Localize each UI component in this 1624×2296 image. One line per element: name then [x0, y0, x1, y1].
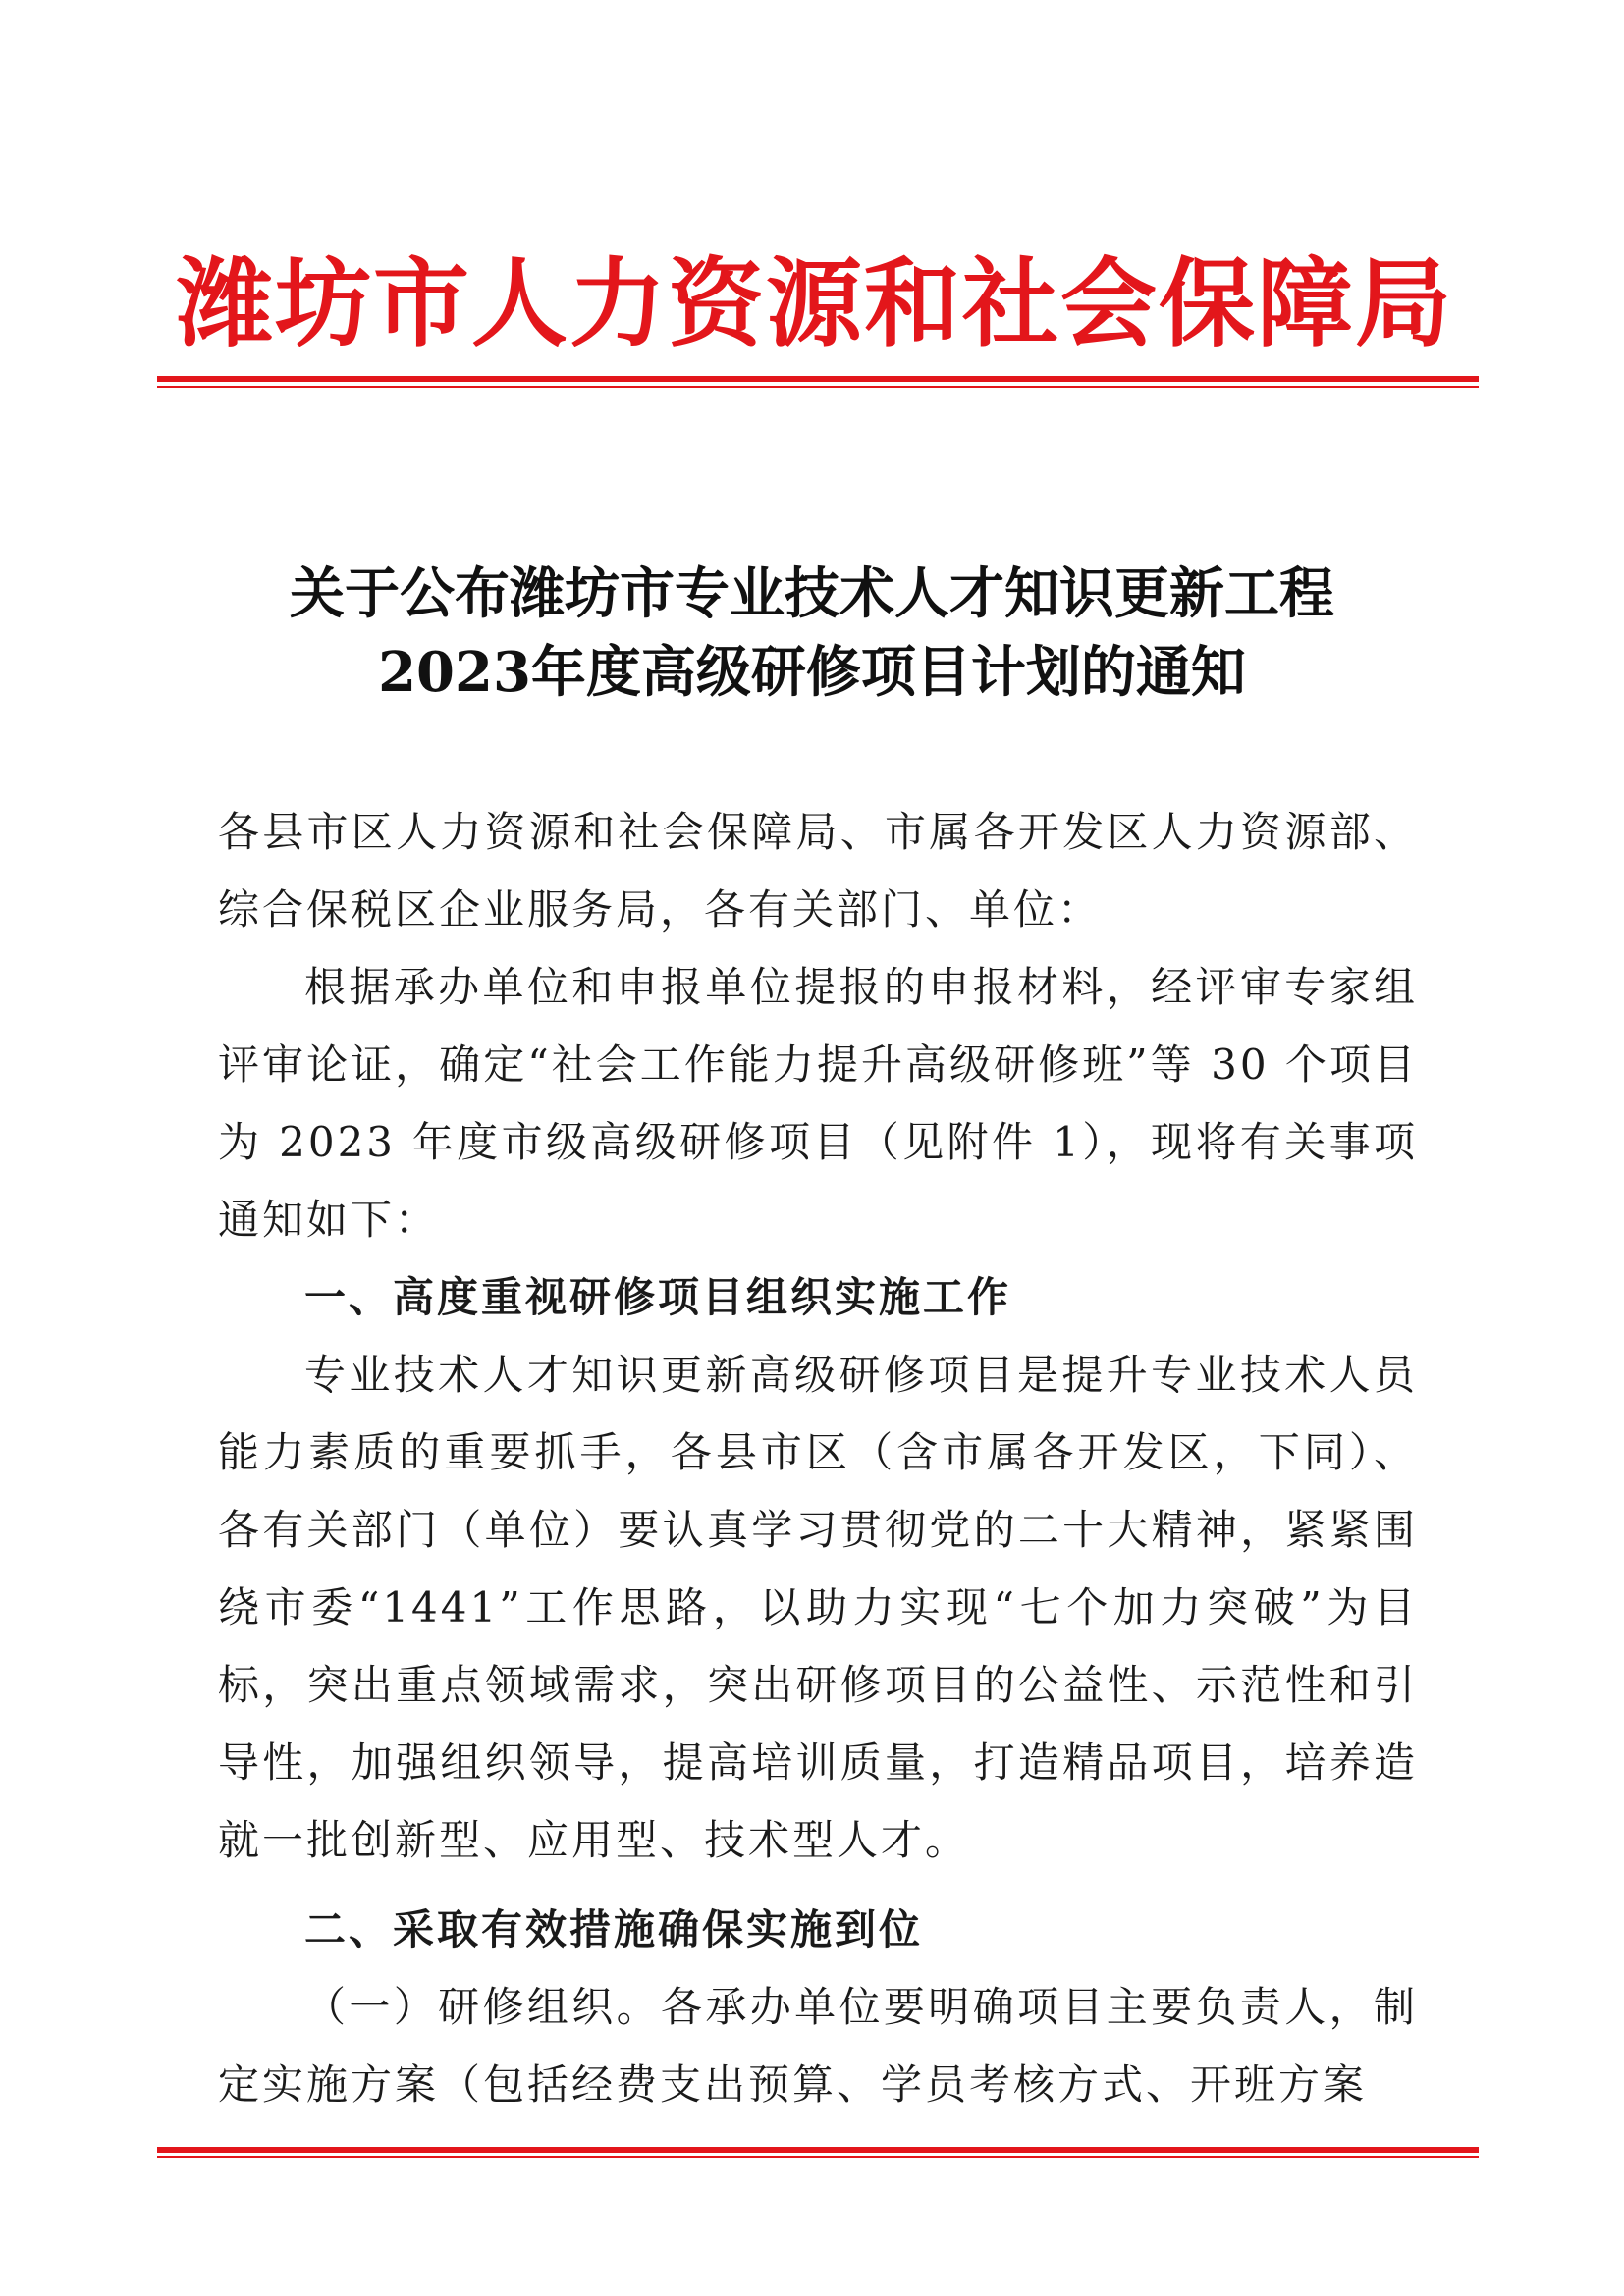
section-heading-1: 一、高度重视研修项目组织实施工作 [304, 1273, 1012, 1321]
footer-rule-thick [157, 2147, 1479, 2153]
footer-rule-thin [157, 2156, 1479, 2158]
notice-body [218, 793, 1418, 2123]
paragraph-section-2-item-1: （一）研修组织。各承办单位要明确项目主要负责人，制定实施方案（包括经费支出预算、学员考核方式、开班方案 [218, 1983, 1418, 2109]
letterhead-title: 潍坊市人力资源和社会保障局 [176, 248, 1453, 360]
paragraph-section-1: 专业技术人才知识更新高级研修项目是提升专业技术人员能力素质的重要抓手，各县市区（含市属各开发区，下同）、各有关部门（单位）要认真学习贯彻党的二十大精神，紧紧围绕市委“1441”工作思路，以助力实现“七个加力突破”为目标，突出重点领域需求，突出研修项目的公益性、示范性和引导性，加强组织领导，提高培训质量，打造精品项目，培养造就一批创新型、应用型、技术型人才。 [218, 1351, 1418, 1864]
letterhead-rule-thin [157, 386, 1479, 388]
section-heading-2: 二、采取有效措施确保实施到位 [304, 1905, 924, 1953]
notice-title-line1: 关于公布潍坊市专业技术人才知识更新工程 [290, 561, 1334, 626]
letterhead-rule-thick [157, 376, 1479, 382]
paragraph-intro: 根据承办单位和申报单位提报的申报材料，经评审专家组评审论证，确定“社会工作能力提升高级研修班”等 30 个项目为 2023 年度市级高级研修项目（见附件 1），现将有关事项通知如下： [218, 963, 1418, 1244]
salutation: 各县市区人力资源和社会保障局、市属各开发区人力资源部、综合保税区企业服务局，各有关部门、单位： [218, 808, 1418, 934]
notice-title-line2: 2023年度高级研修项目计划的通知 [378, 640, 1246, 705]
